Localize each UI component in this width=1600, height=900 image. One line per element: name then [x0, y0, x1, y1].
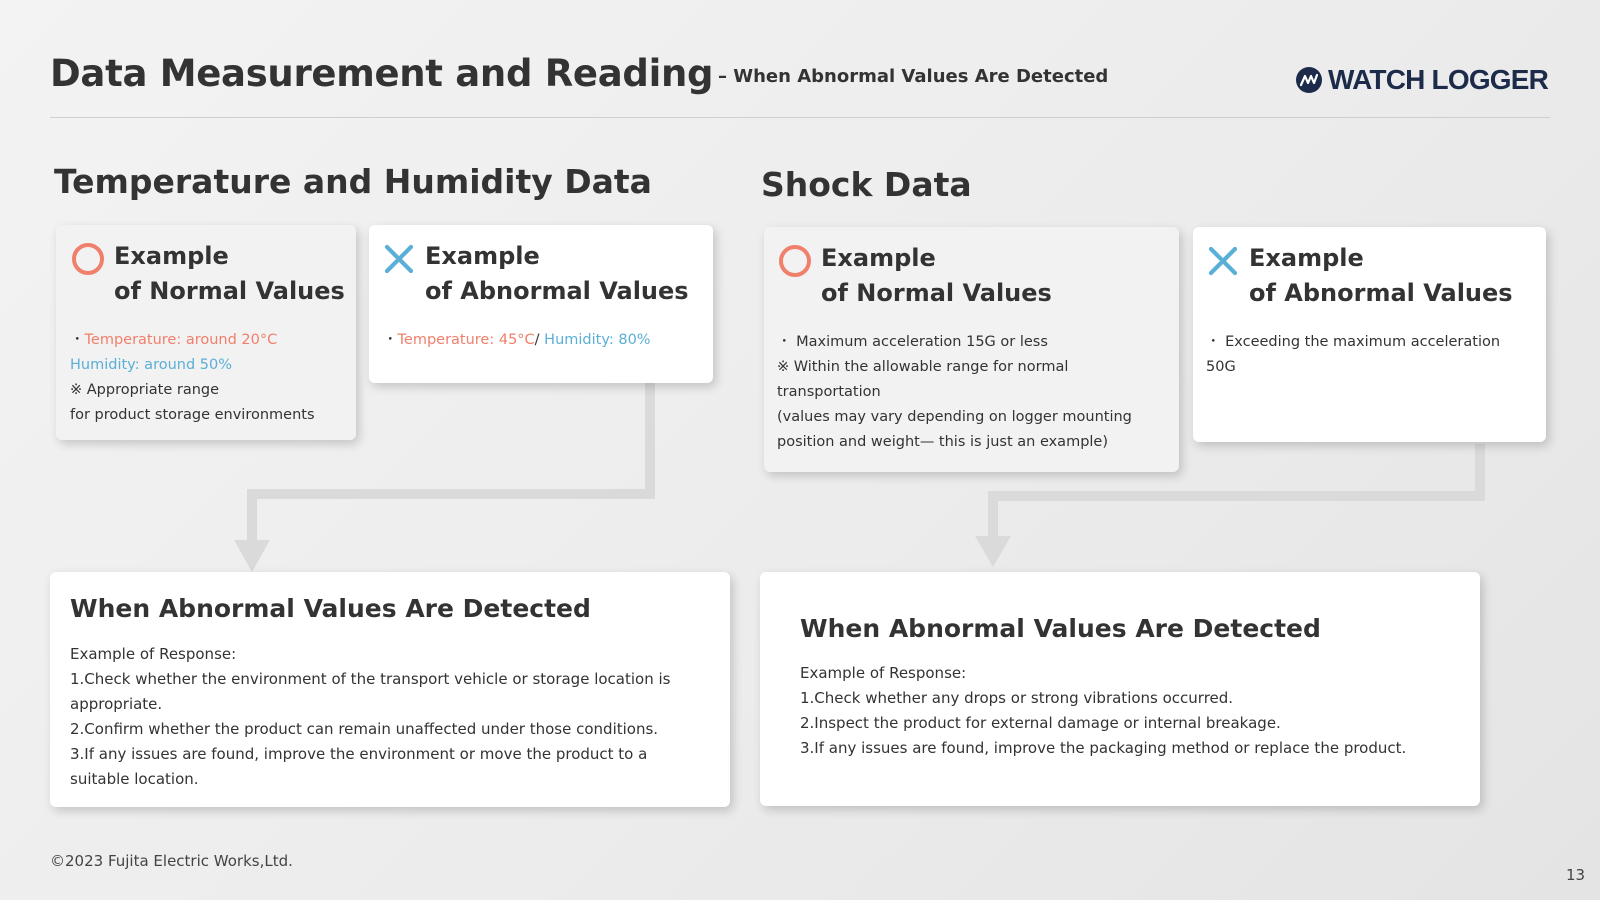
- temp-normal-heading: Example of Normal Values: [114, 242, 345, 305]
- shock-normal-body: ・ Maximum acceleration 15G or less ※ Within the allowable range for normal transportation (values may vary depending on logger mounting position and weight— this is just an example): [777, 334, 1132, 450]
- shock-abnormal-body: ・ Exceeding the maximum acceleration 50G: [1206, 334, 1501, 375]
- response-step: 2.Confirm whether the product can remain unaffected under those conditions.: [70, 720, 659, 738]
- page-number: 13: [1566, 866, 1586, 884]
- temp-abnormal-card: [369, 225, 713, 383]
- response-step: 3.If any issues are found, improve the packaging method or replace the product.: [800, 739, 1407, 757]
- temp-abnormal-body: ・Temperature: 45°C/ Humidity: 80%: [383, 332, 651, 348]
- temp-connector-arrowhead: [234, 540, 270, 572]
- temperature-section-title: Temperature and Humidity Data: [54, 162, 652, 201]
- cross-icon: [1205, 243, 1241, 279]
- shock-response-card: [760, 572, 1480, 806]
- response-step: 3.If any issues are found, improve the environment or move the product to a suitable location.: [70, 745, 648, 788]
- shock-normal-card: [764, 227, 1179, 472]
- shock-normal-heading: Example of Normal Values: [821, 244, 1052, 307]
- shock-connector-arrowhead: [975, 536, 1011, 567]
- page-title: Data Measurement and Reading: [50, 52, 714, 95]
- page-subtitle: – When Abnormal Values Are Detected: [718, 66, 1109, 87]
- response-step: 1.Check whether the environment of the transport vehicle or storage location is appropriate.: [70, 670, 671, 713]
- shock-abnormal-heading: Example of Abnormal Values: [1249, 244, 1513, 307]
- logo-text: WATCH LOGGER: [1328, 64, 1549, 95]
- temp-response-card: [50, 572, 730, 807]
- circle-icon: [70, 241, 106, 277]
- shock-section-title: Shock Data: [761, 165, 972, 204]
- watch-logger-logo-icon: [1296, 67, 1322, 93]
- response-step: 2.Inspect the product for external damage or internal breakage.: [800, 714, 1281, 732]
- copyright: ©2023 Fujita Electric Works,Ltd.: [50, 852, 293, 870]
- shock-response-title: When Abnormal Values Are Detected: [800, 614, 1321, 643]
- header-divider: [50, 117, 1550, 118]
- cross-icon: [381, 241, 417, 277]
- response-step: 1.Check whether any drops or strong vibrations occurred.: [800, 689, 1234, 707]
- circle-icon: [777, 243, 813, 279]
- temp-normal-body: ・Temperature: around 20°C Humidity: around 50% ※ Appropriate range for product storage environments: [70, 332, 315, 423]
- temp-response-body: Example of Response: 1.Check whether the environment of the transport vehicle or storage location is appropriate. 2.Confirm whether the product can remain unaffected under those conditions. 3.If any issues are found, improve the environment or move the product to a suitable location.: [70, 642, 690, 792]
- shock-response-body: Example of Response: 1.Check whether any drops or strong vibrations occurred. 2.Inspect the product for external damage or internal breakage. 3.If any issues are found, improve the packaging method or replace the product.: [800, 661, 1460, 761]
- brand-logo: [1296, 64, 1548, 96]
- shock-abnormal-card: [1193, 227, 1546, 442]
- temp-response-title: When Abnormal Values Are Detected: [70, 594, 591, 623]
- temp-abnormal-heading: Example of Abnormal Values: [425, 242, 689, 305]
- temp-normal-card: [56, 225, 356, 440]
